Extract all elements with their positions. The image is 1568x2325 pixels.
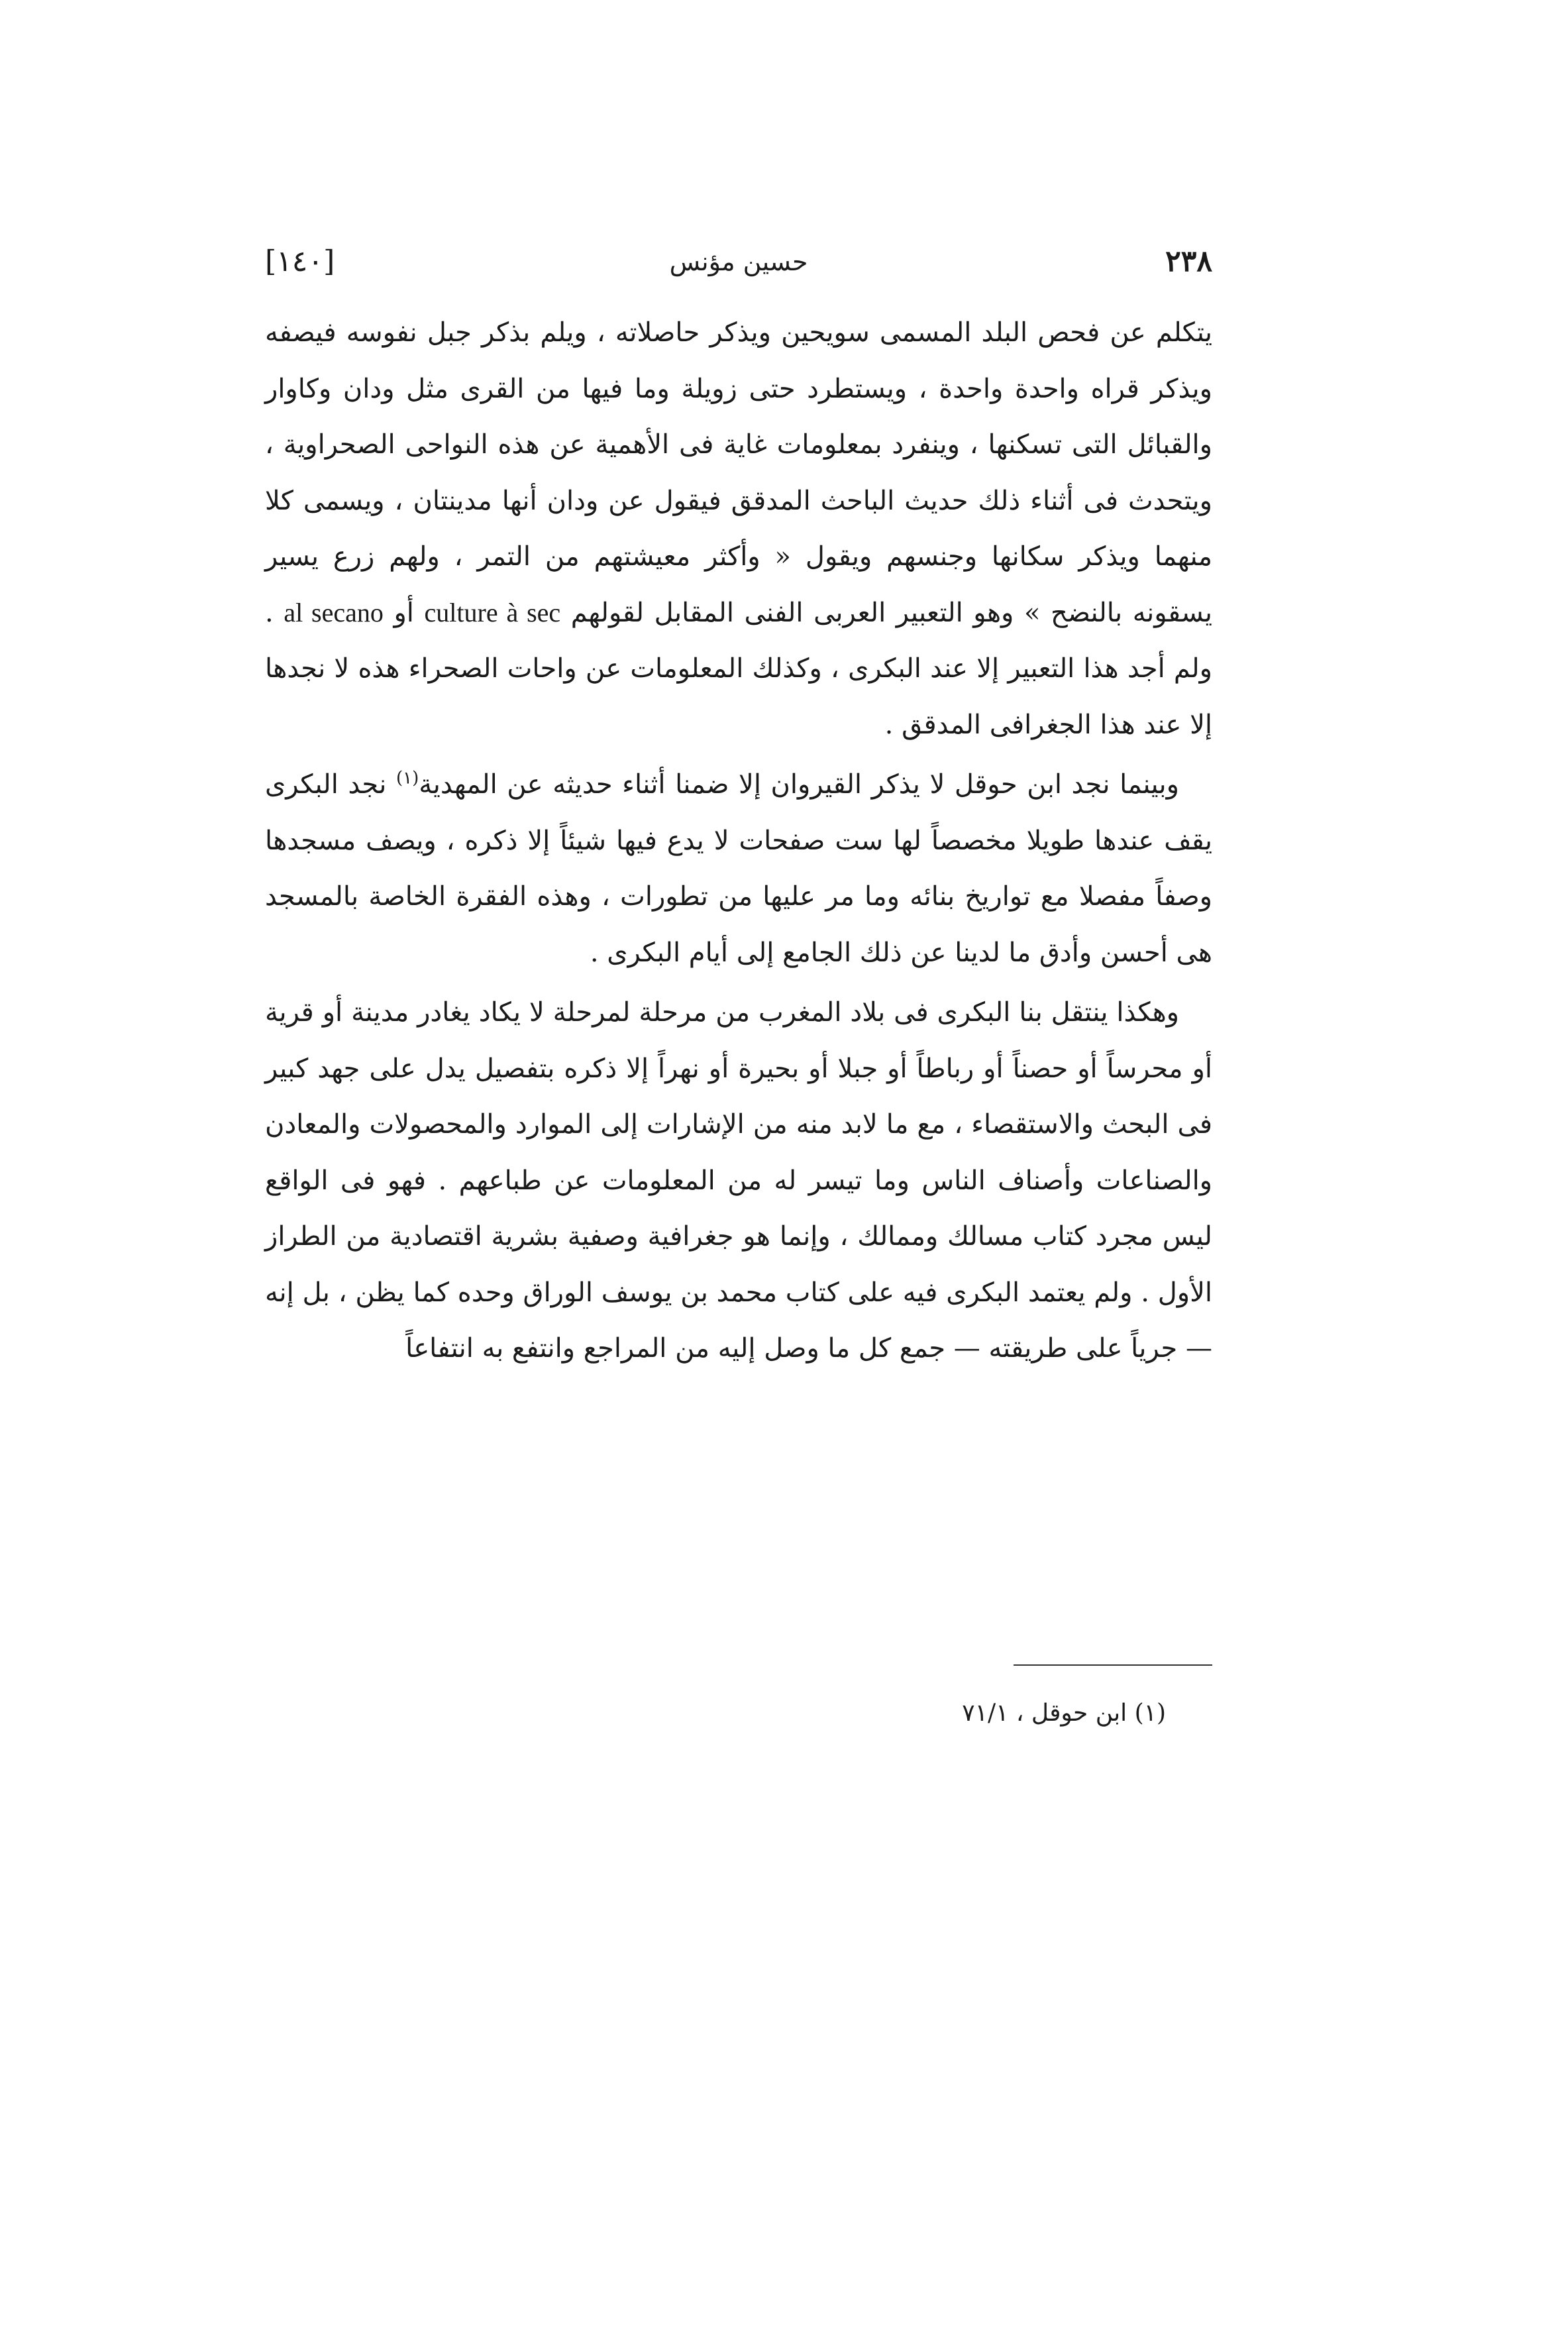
original-page-number: [١٤٠]	[265, 244, 335, 278]
paragraph-2	[265, 757, 1212, 981]
footnote-marker: (١)	[395, 768, 419, 788]
body-text	[265, 305, 1212, 1377]
paragraph-3: وهكذا ينتقل بنا البكرى فى بلاد المغرب من مرحلة لمرحلة لا يكاد يغادر مدينة أو قرية أو محرساً أو حصناً أو رباطاً أو جبلا أو بحيرة أو نهراً إلا ذكره بتفصيل يدل على جهد كبير فى البحث والاستقصاء ، مع ما لابد منه من الإشارات إلى الموارد والمحصولات والمعادن والصناعات وأصناف الناس وما تيسر له من المعلومات عن طباعهم . فهو فى الواقع ليس مجرد كتاب مسالك وممالك ، وإنما هو جغرافية وصفية بشرية اقتصادية من الطراز الأول . ولم يعتمد البكرى فيه على كتاب محمد بن يوسف الوراق وحده كما يظن ، بل إنه — جرياً على طريقته — جمع كل ما وصل إليه من المراجع وانتفع به انتفاعاً	[265, 997, 1212, 1364]
paragraph-2-text: وبينما نجد ابن حوقل لا يذكر القيروان إلا ضمنا أثناء حديثه عن المهدية	[419, 769, 1179, 800]
page-header	[265, 239, 1212, 285]
footnote-divider	[1014, 1664, 1212, 1666]
running-title: حسين مؤنس	[669, 247, 808, 276]
paragraph-1-conjunction: أو	[383, 597, 425, 628]
latin-term-al-secano: al secano	[284, 597, 384, 627]
paragraph-1	[265, 305, 1212, 753]
paragraph-1-continuation: . ولم أجد هذا التعبير إلا عند البكرى ، وكذلك المعلومات عن واحات الصحراء هذه لا نجدها إلا عند هذا الجغرافى المدقق .	[265, 597, 1212, 740]
footnote: (١) ابن حوقل ، ٧١/١	[962, 1700, 1166, 1727]
latin-term-culture-a-sec: culture à sec	[424, 597, 561, 627]
page-number: ٢٣٨	[1165, 244, 1212, 278]
paragraph-2-continuation: نجد البكرى يقف عندها طويلا مخصصاً لها ست صفحات لا يدع فيها شيئاً إلا ذكره ، ويصف مسجدها وصفاً مفصلا مع تواريخ بنائه وما مر عليها من تطورات ، وهذه الفقرة الخاصة بالمسجد هى أحسن وأدق ما لدينا عن ذلك الجامع إلى أيام البكرى .	[265, 769, 1212, 968]
paragraph-1-text: يتكلم عن فحص البلد المسمى سويحين ويذكر حاصلاته ، ويلم بذكر جبل نفوسه فيصفه ويذكر قراه واحدة واحدة ، ويستطرد حتى زويلة وما فيها من القرى مثل ودان وكاوار والقبائل التى تسكنها ، وينفرد بمعلومات غاية فى الأهمية عن هذه النواحى الصحراوية ، ويتحدث فى أثناء ذلك حديث الباحث المدقق فيقول عن ودان أنها مدينتان ، ويسمى كلا منهما ويذكر سكانها وجنسهم ويقول « وأكثر معيشتهم من التمر ، ولهم زرع يسير يسقونه بالنضح » وهو التعبير العربى الفنى المقابل لقولهم	[265, 317, 1212, 628]
